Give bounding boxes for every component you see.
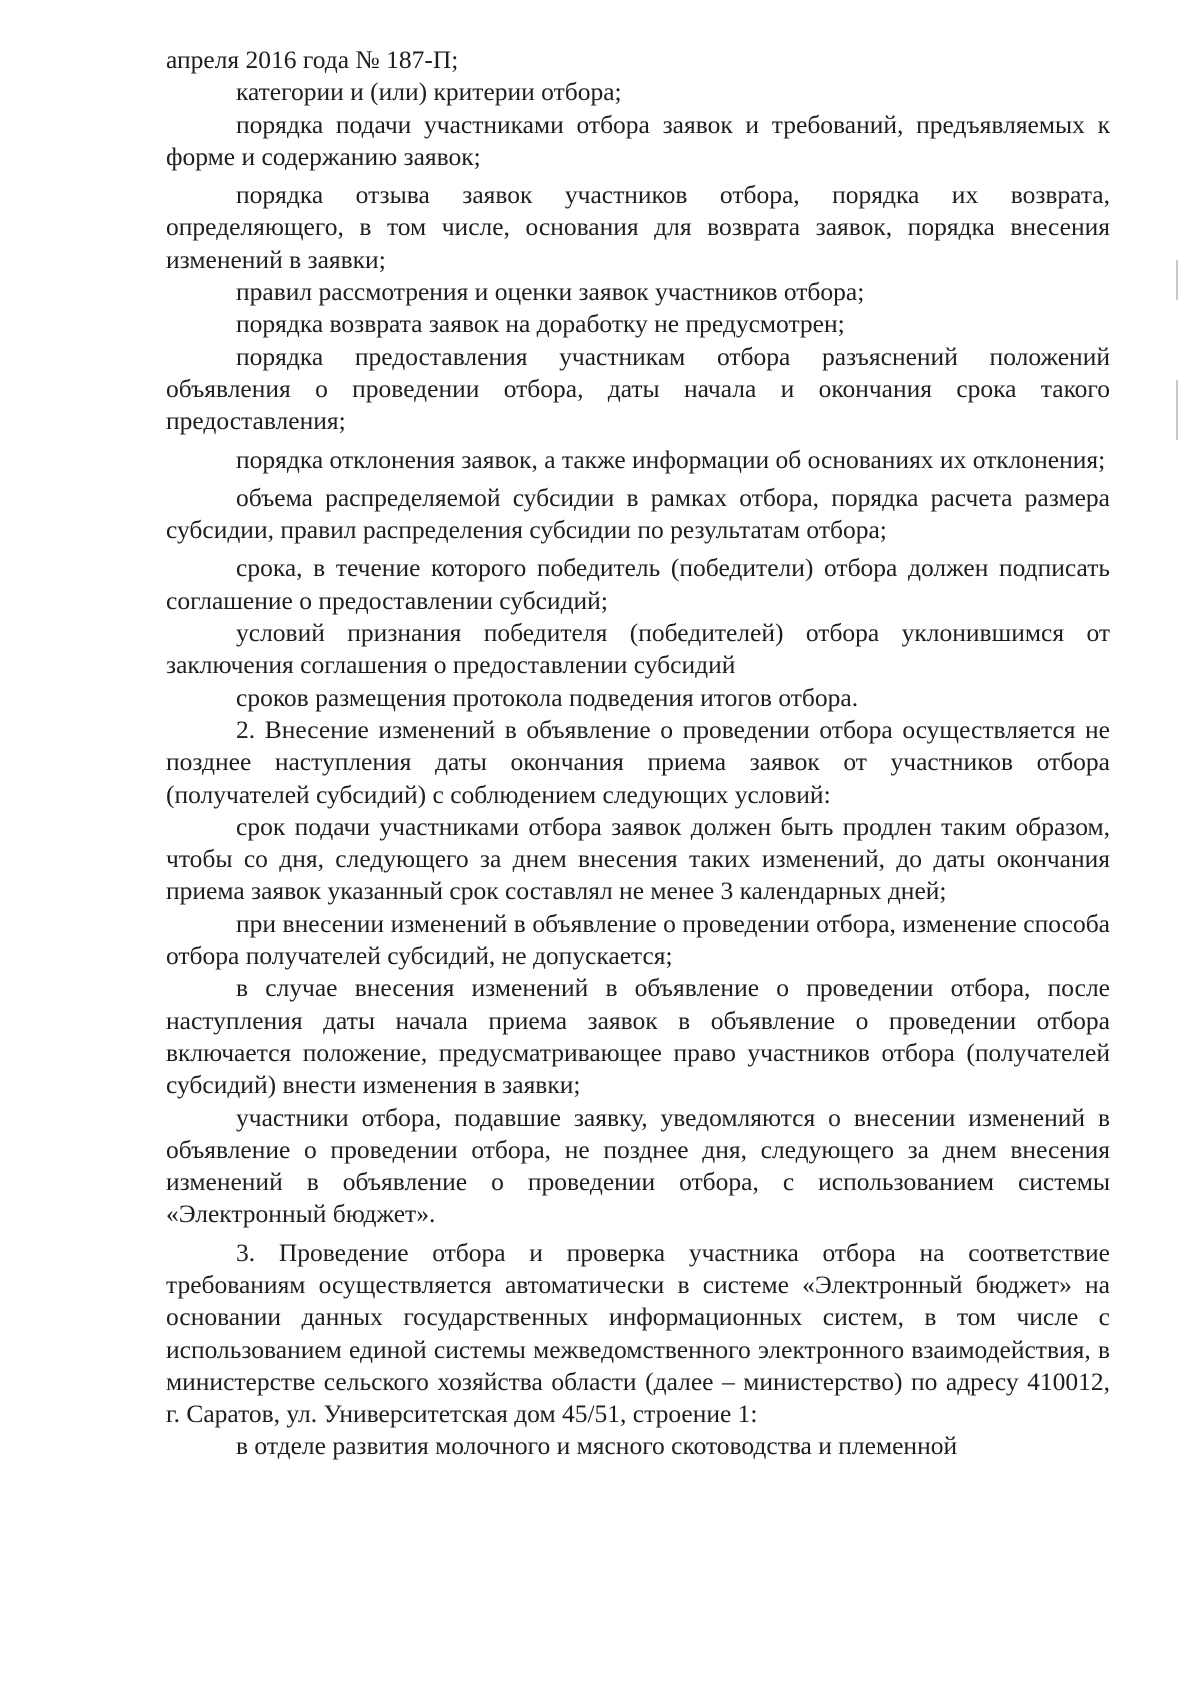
paragraph-rejection-order: порядка отклонения заявок, а также информации об основаниях их отклонения;: [236, 444, 1106, 474]
paragraph-clarification-order: порядка предоставления участникам отбора разъяснений положений объявления о проведении отбора, даты начала и окончания срока такого предоставления;: [166, 341, 1110, 436]
paragraph-submission-order: порядка подачи участниками отбора заявок и требований, предъявляемых к форме и содержанию заявок;: [166, 109, 1110, 171]
paragraph-department: в отделе развития молочного и мясного скотоводства и племенной: [236, 1431, 958, 1461]
paragraph-withdrawal-order: порядка отзыва заявок участников отбора, порядка их возврата, определяющего, в том числе, основания для возврата заявок, порядка внесения изменений в заявки;: [166, 180, 1110, 274]
paragraph-participant-notice: участники отбора, подавшие заявку, уведомляются о внесении изменений в объявление о проведении отбора, не позднее дня, следующего за днем внесения изменений в объявление о проведении отбора, с использованием системы «Электронный бюджет».: [166, 1102, 1110, 1229]
paragraph-criteria: категории и (или) критерии отбора;: [236, 77, 622, 107]
paragraph-agreement-term: срока, в течение которого победитель (победители) отбора должен подписать соглашение о предоставлении субсидий;: [166, 553, 1110, 615]
scan-margin-mark: [1176, 260, 1178, 300]
paragraph-section-3: 3. Проведение отбора и проверка участника отбора на соответствие требованиям осуществляется автоматически в системе «Электронный бюджет» на основании данных государственных информационных систем, в том числе с использованием единой системы межведомственного электронного взаимодействия, в министерстве сельского хозяйства области (далее – министерство) по адресу 410012, г. Саратов, ул. Университетская дом 45/51, строение 1:: [166, 1237, 1110, 1429]
paragraph-changes-after-start: в случае внесения изменений в объявление о проведении отбора, после наступления даты начала приема заявок в объявление о проведении отбора включается положение, предусматривающее право участников отбора (получателей субсидий) внести изменения в заявки;: [166, 973, 1110, 1100]
paragraph-section-2: 2. Внесение изменений в объявление о проведении отбора осуществляется не позднее наступления даты окончания приема заявок от участников отбора (получателей субсидий) с соблюдением следующих условий:: [166, 714, 1110, 809]
paragraph-review-rules: правил рассмотрения и оценки заявок участников отбора;: [236, 277, 865, 307]
paragraph-method-change: при внесении изменений в объявление о проведении отбора, изменение способа отбора получателей субсидий, не допускается;: [166, 908, 1110, 971]
paragraph-deadline-extension: срок подачи участниками отбора заявок должен быть продлен таким образом, чтобы со дня, следующего за днем внесения таких изменений, до даты окончания приема заявок указанный срок составлял не менее 3 календарных дней;: [166, 811, 1110, 906]
paragraph-date-ref: апреля 2016 года № 187-П;: [166, 45, 459, 74]
scan-margin-mark: [1176, 380, 1178, 440]
paragraph-return-order: порядка возврата заявок на доработку не предусмотрен;: [236, 309, 845, 339]
paragraph-evasion-conditions: условий признания победителя (победителей) отбора уклонившимся от заключения соглашения о предоставлении субсидий: [166, 618, 1110, 680]
document-page: [166, 44, 1110, 1463]
paragraph-protocol-terms: сроков размещения протокола подведения итогов отбора.: [236, 682, 859, 712]
paragraph-subsidy-volume: объема распределяемой субсидии в рамках отбора, порядка расчета размера субсидии, правил распределения субсидии по результатам отбора;: [166, 482, 1110, 545]
